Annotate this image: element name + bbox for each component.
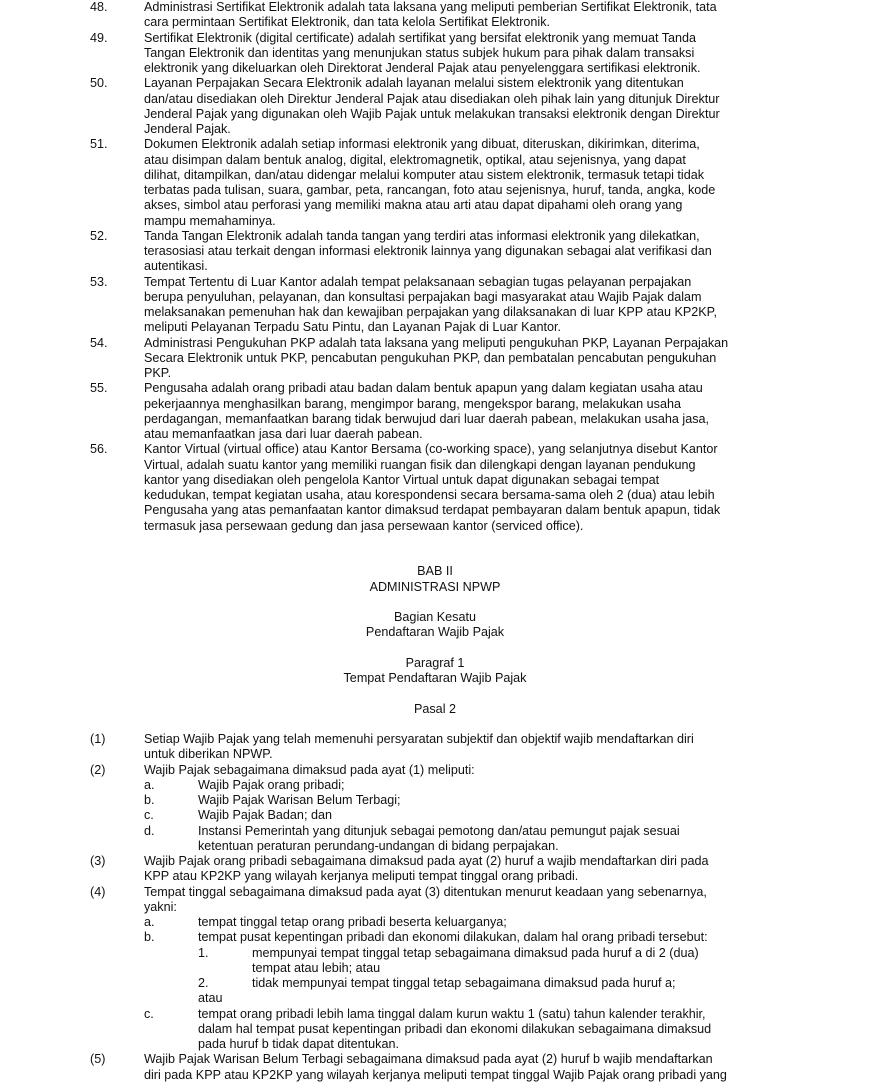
sub-item [0,778,896,793]
sub-item-text-line: Wajib Pajak Warisan Belum Terbagi; [198,793,401,807]
chapter-title: ADMINISTRASI NPWP [369,579,501,594]
section-title: Pendaftaran Wajib Pajak [365,625,505,640]
clause-item-text-line: untuk diberikan NPWP. [144,747,273,762]
sub-item-text-line: Instansi Pemerintah yang ditunjuk sebagai pemotong dan/atau pemungut pajak sesuai [198,823,680,838]
section-number: Bagian Kesatu [394,610,476,624]
definition-item-text-line: mampu memahaminya. [144,213,276,228]
definition-item-text-line: kedudukan, tempat kegiatan usaha, atau korespondensi secara bersama-sama oleh 2 (dua) atau lebih [144,488,715,502]
sub-item-text-line: tidak mempunyai tempat tinggal tetap sebagaimana dimaksud pada huruf a; [252,976,676,990]
definition-item-text-line: terasosiasi atau terkait dengan informasi elektronik lainnya yang digunakan sebagai alat verifikasi dan [144,244,712,258]
sub-item-number: b. [144,793,155,807]
definition-item-text-line: Tangan Elektronik dan identitas yang menunjukan status subjek hukum para pihak dalam transaksi [144,45,695,60]
clause-item-number: (1) [90,732,106,746]
sub-item-text-line: dalam hal tempat pusat kepentingan pribadi dan ekonomi dilakukan sebagaimana dimaksud [198,1021,712,1036]
definition-item-text-line: cara permintaan Sertifikat Elektronik, dan tata kelola Sertifikat Elektronik. [144,15,550,30]
definition-item-text-line: Dokumen Elektronik adalah setiap informasi elektronik yang dibuat, diteruskan, dikirimkan, diterima, [144,137,700,152]
paragraph-title: Tempat Pendaftaran Wajib Pajak [343,671,527,685]
definition-item-number: 55. [90,381,108,396]
definition-item [0,229,896,275]
definition-item-text-line: melaksanakan pemenuhan hak dan kewajiban perpajakan yang dilaksanakan di luar KPP atau KP2KP, [144,305,717,319]
definition-item-number: 56. [90,442,108,457]
sub-item-number: a. [144,777,155,792]
sub-item [0,1007,896,1053]
definition-item [0,31,896,77]
definition-item [0,336,896,382]
sub-item [0,976,896,991]
sub-item-number: a. [144,915,155,929]
definition-item-text-line: terbatas pada tulisan, suara, gambar, peta, rancangan, foto atau sejenisnya, huruf, tanda, angka, kode [144,183,716,197]
definition-item-text-line: PKP. [144,366,172,380]
definition-item [0,0,896,31]
sub-item-text-line: tempat orang pribadi lebih lama tinggal dalam kurun waktu 1 (satu) tahun kalender terakhir, [198,1006,706,1021]
definition-item-text-line: Secara Elektronik untuk PKP, pencabutan pengukuhan PKP, dan pembatalan pencabutan pengukuhan [144,350,717,365]
definition-item-text-line: Jenderal Pajak yang digunakan oleh Wajib Pajak untuk melakukan transaksi elektronik dengan Direktur [144,106,720,121]
clause-item-number: (2) [90,762,106,777]
sub-item-number: 1. [198,945,209,960]
clause-item-number: (5) [90,1052,106,1067]
clause-item-text-line: diri pada KPP atau KP2KP yang wilayah kerjanya meliputi tempat tinggal Wajib Pajak orang pribadi yang [144,1067,727,1082]
definition-item-number: 50. [90,76,108,91]
definitions-list [0,0,896,534]
definition-item-text-line: atau memanfaatkan jasa dari luar daerah pabean. [144,427,423,441]
definition-item-text-line: Jenderal Pajak. [144,122,231,136]
definition-item-text-line: berupa penyuluhan, pelayanan, dan konsultasi perpajakan bagi masyarakat atau Wajib Pajak dalam [144,289,702,304]
clause-item-text-line: Wajib Pajak sebagaimana dimaksud pada ayat (1) meliputi: [144,762,475,777]
article-clauses [0,732,896,1083]
sub-item-number: c. [144,808,154,823]
definition-item-text-line: atau disimpan dalam bentuk analog, digital, elektromagnetik, optikal, atau sejenisnya, yang dapat [144,152,686,167]
sub-item-number: d. [144,823,155,838]
definition-item-text-line: autentikasi. [144,259,208,274]
sub-item-text-line: tempat pusat kepentingan pribadi dan ekonomi dilakukan, dalam hal orang pribadi tersebut: [198,930,708,945]
definition-item [0,381,896,442]
definition-item-number: 49. [90,30,108,45]
sub-item [0,946,896,977]
clause-item-text-line: KPP atau KP2KP yang wilayah kerjanya meliputi tempat tinggal orang pribadi. [144,869,579,884]
sub-item-text-line: tempat tinggal tetap orang pribadi beserta keluarganya; [198,915,507,929]
definition-item [0,275,896,336]
definition-item-text-line: dilihat, ditampilkan, dan/atau didengar melalui komputer atau sistem elektronik, termasuk tetapi tidak [144,167,705,182]
definition-item-text-line: pekerjaannya menghasilkan barang, mengimpor barang, mengekspor barang, melakukan usaha [144,396,681,411]
definition-item-text-line: perdagangan, memanfaatkan barang tidak berwujud dari luar daerah pabean, melakukan usaha jasa, [144,411,710,426]
clause-item-text-line: Wajib Pajak orang pribadi sebagaimana dimaksud pada ayat (2) huruf a wajib mendaftarkan diri pada [144,854,709,868]
sub-item-number: b. [144,930,155,945]
definition-item [0,442,896,534]
sub-item-text-line: ketentuan peraturan perundang-undangan di bidang perpajakan. [198,838,559,853]
clause-item [0,854,896,885]
definition-item [0,76,896,137]
definition-item-text-line: Administrasi Sertifikat Elektronik adalah tata laksana yang meliputi pemberian Sertifikat Elektronik, tata [144,0,717,14]
clause-item [0,763,896,778]
clause-item-text-line: Wajib Pajak Warisan Belum Terbagi sebagaimana dimaksud pada ayat (2) huruf b wajib mendaftarkan [144,1052,713,1067]
definition-item-text-line: termasuk jasa persewaan gedung dan jasa persewaan kantor (serviced office). [144,518,584,533]
clause-item [0,885,896,916]
sub-item-number: c. [144,1006,154,1021]
clause-item-number: (4) [90,884,106,899]
definition-item-text-line: meliputi Pelayanan Terpadu Satu Pintu, dan Layanan Pajak di Luar Kantor. [144,320,562,335]
definition-item-text-line: Layanan Perpajakan Secara Elektronik adalah layanan melalui sistem elektronik yang ditentukan [144,76,684,91]
clause-item-text-line: yakni: [144,899,177,914]
definition-item-text-line: dan/atau disediakan oleh Direktur Jenderal Pajak atau disediakan oleh pihak lain yang ditunjuk Direktur [144,91,720,106]
definition-item-number: 53. [90,274,108,289]
definition-item-text-line: Tanda Tangan Elektronik adalah tanda tangan yang terdiri atas informasi elektronik yang dilekatkan, [144,228,700,243]
definition-item-text-line: Tempat Tertentu di Luar Kantor adalah tempat pelaksanaan sebagian tugas pelayanan perpajakan [144,274,692,289]
definition-item-text-line: Administrasi Pengukuhan PKP adalah tata laksana yang meliputi pengukuhan PKP, Layanan Perpajakan [144,335,729,350]
clause-item [0,732,896,763]
definition-item-number: 48. [90,0,108,14]
definition-item-text-line: Sertifikat Elektronik (digital certificate) adalah sertifikat yang bersifat elektronik yang memuat Tanda [144,30,697,45]
sub-item-text-line: Wajib Pajak Badan; dan [198,808,332,823]
definition-item-text-line: Pengusaha adalah orang pribadi atau badan dalam bentuk apapun yang dalam kegiatan usaha atau [144,381,703,396]
definition-item-text-line: akses, simbol atau perforasi yang memiliki makna atau arti atau dapat dipahami oleh orang yang [144,198,683,213]
sub-item-text-line: pada huruf b tidak dapat ditentukan. [198,1037,399,1051]
sub-item [0,915,896,930]
chapter-number: BAB II [417,564,453,579]
definition-item-text-line: Virtual, adalah suatu kantor yang memiliki ruangan fisik dan dilengkapi dengan layanan pendukung [144,457,696,472]
sub-item-text-line: Wajib Pajak orang pribadi; [198,777,345,792]
definition-item [0,137,896,229]
clause-item-text-line: Tempat tinggal sebagaimana dimaksud pada ayat (3) ditentukan menurut keadaan yang sebenarnya, [144,884,707,899]
definition-item-number: 52. [90,228,108,243]
definition-item-text-line: Pengusaha yang atas pemanfaatan kantor dimaksud terdapat pembayaran dalam bentuk apapun, tidak [144,503,721,518]
sub-item-number: 2. [198,976,209,990]
definition-item-number: 54. [90,335,108,350]
clause-item-text-line: Setiap Wajib Pajak yang telah memenuhi persyaratan subjektif dan objektif wajib mendaftarkan diri [144,732,694,746]
paragraph-number: Paragraf 1 [405,655,465,670]
definition-item-number: 51. [90,137,108,152]
sub-item-text-line: mempunyai tempat tinggal tetap sebagaimana dimaksud pada huruf a di 2 (dua) [252,945,699,960]
article-number: Pasal 2 [413,701,456,716]
definition-item-text-line: kantor yang disediakan oleh pengelola Kantor Virtual untuk dapat digunakan sebagai tempat [144,472,660,487]
clause-item-number: (3) [90,854,106,868]
clause-item [0,1052,896,1083]
sub-item [0,824,896,855]
sub-item-text-line: tempat atau lebih; atau [252,960,381,975]
sub-item-tail: atau [198,991,223,1006]
definition-item-text-line: Kantor Virtual (virtual office) atau Kantor Bersama (co-working space), yang selanjutnya disebut Kantor [144,442,718,457]
definition-item-text-line: elektronik yang dikeluarkan oleh Direktorat Jenderal Pajak atau penyelenggara sertifikasi elektronik. [144,61,701,75]
sub-item [0,930,896,945]
sub-item [0,793,896,808]
sub-item [0,808,896,823]
